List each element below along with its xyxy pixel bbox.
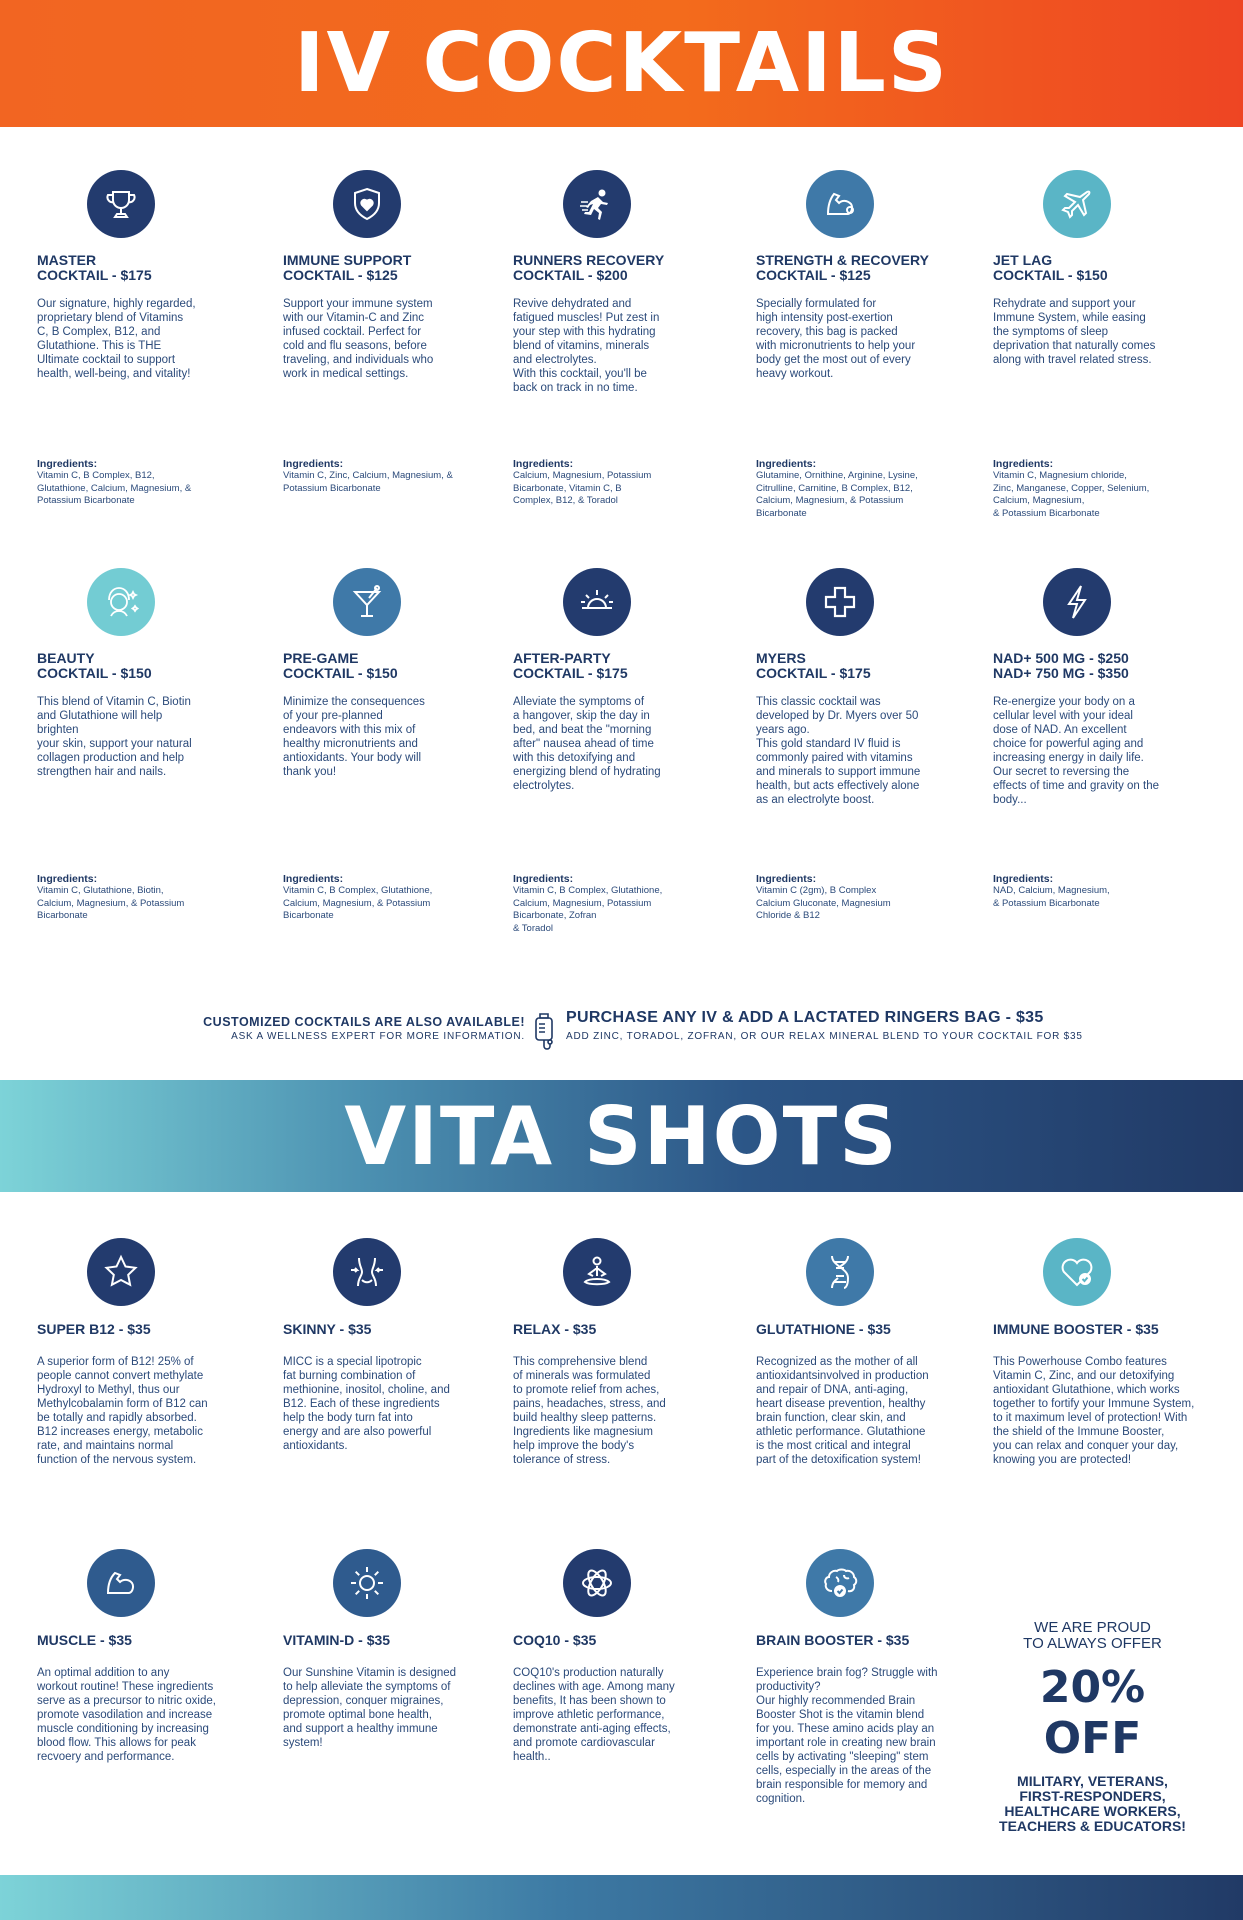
- ingredients-after-party: [513, 873, 728, 935]
- ingredients-label: Ingredients:: [993, 458, 1054, 470]
- ingredients-text: Vitamin C, Glutathione, Biotin, Calcium, Magnesium, & Potassium Bicarbonate: [37, 885, 185, 921]
- cocktail-description: Re-energize your body on a cellular level with your ideal dose of NAD. An excellent choice for powerful aging and increasing energy in daily life. Our secret to reversing the effects of time and gravity on the body...: [993, 696, 1159, 806]
- ingredients-label: Ingredients:: [283, 873, 344, 885]
- cocktail-title: IMMUNE SUPPORT COCKTAIL - $125: [283, 252, 412, 283]
- vita-description: This Powerhouse Combo features Vitamin C, Zinc, and our detoxifying antioxidant Glutathione, which works together to fortify your Immune System, to it maximum level of protection! With the shield of the Immune Booster, you can relax and conquer your day, knowing you are protected!: [993, 1356, 1195, 1466]
- vita-description: MICC is a special lipotropic fat burning combination of methionine, inositol, choline, and B12. Each of these ingredients help the body turn fat into energy and are also powerful antioxidants.: [283, 1356, 450, 1452]
- vita-description: Experience brain fog? Struggle with productivity? Our highly recommended Brain Booster Shot is the vitamin blend for you. These amino acids play an important role in creating new brain cells by activating "sleeping" stem cells, especially in the areas of the brain responsible for memory and cognition.: [756, 1667, 938, 1805]
- brain-icon: [806, 1549, 874, 1617]
- cocktail-title: RUNNERS RECOVERY COCKTAIL - $200: [513, 252, 665, 283]
- ingredients-text: Vitamin C, B Complex, Glutathione, Calcium, Magnesium, Potassium Bicarbonate, Zofran & Toradol: [513, 885, 663, 934]
- cocktail-card-jet-lag: [993, 170, 1208, 367]
- ingredients-label: Ingredients:: [513, 458, 574, 470]
- vita-description: COQ10's production naturally declines with age. Among many benefits, It has been shown to improve athletic performance, demonstrate anti-aging effects, and promote cardiovascular health..: [513, 1667, 675, 1763]
- cocktail-card-pre-game: [283, 568, 498, 779]
- ingredients-text: Vitamin C, B Complex, B12, Glutathione, Calcium, Magnesium, & Potassium Bicarbonate: [37, 470, 192, 506]
- vita-description: This comprehensive blend of minerals was formulated to promote relief from aches, pains, headaches, stress, and build healthy sleep patterns. Ingredients like magnesium help improve the body's tolerance of stress.: [513, 1356, 666, 1466]
- ingredients-text: Vitamin C, Zinc, Calcium, Magnesium, & Potassium Bicarbonate: [283, 470, 453, 494]
- vita-shots-banner: [0, 1080, 1243, 1192]
- martini-icon: [333, 568, 401, 636]
- vita-card-muscle: [37, 1549, 252, 1764]
- ingredients-beauty: [37, 873, 252, 923]
- iv-bag-icon: [530, 1012, 560, 1054]
- ingredients-master: [37, 458, 252, 508]
- vita-title: RELAX - $35: [513, 1321, 597, 1337]
- vita-title: MUSCLE - $35: [37, 1632, 132, 1648]
- cocktail-description: Specially formulated for high intensity post-exertion recovery, this bag is packed with micronutrients to help your body get the most out of every heavy workout.: [756, 298, 916, 380]
- cocktail-card-strength-recovery: [756, 170, 971, 381]
- cocktail-description: Alleviate the symptoms of a hangover, skip the day in bed, and beat the "morning after" nausea ahead of time with this detoxifying and energizing blend of hydrating electrolytes.: [513, 696, 661, 792]
- lactated-ringers-offer: [566, 1009, 1126, 1042]
- ingredients-runners-recovery: [513, 458, 728, 508]
- waist-icon: [333, 1238, 401, 1306]
- offer-discount: 20% OFF: [1039, 1662, 1146, 1764]
- heart-check-icon: [1043, 1238, 1111, 1306]
- discount-offer: [985, 1620, 1200, 1834]
- ingredients-text: Vitamin C (2gm), B Complex Calcium Gluconate, Magnesium Chloride & B12: [756, 885, 891, 921]
- runner-icon: [563, 170, 631, 238]
- vita-card-skinny: [283, 1238, 498, 1453]
- vita-title: GLUTATHIONE - $35: [756, 1321, 891, 1337]
- vita-description: Recognized as the mother of all antioxidantsinvolved in production and repair of DNA, anti-aging, heart disease prevention, healthy brain function, clear skin, and athletic performance. Glutathione is the most critical and integral part of the detoxification system!: [756, 1356, 929, 1466]
- vita-description: A superior form of B12! 25% of people cannot convert methylate Hydroxyl to Methyl, thus our Methylcobalamin form of B12 can be totally and rapidly absorbed. B12 increases energy, metabolic rate, and maintains normal function of the nervous system.: [37, 1356, 208, 1466]
- star-icon: [87, 1238, 155, 1306]
- ingredients-text: Glutamine, Ornithine, Arginine, Lysine, Citrulline, Carnitine, B Complex, B12, Calcium, Magnesium, & Potassium Bicarbonate: [756, 470, 918, 519]
- cocktail-card-master: [37, 170, 252, 381]
- vita-title: SUPER B12 - $35: [37, 1321, 151, 1337]
- muscle-icon: [87, 1549, 155, 1617]
- ingredients-label: Ingredients:: [513, 873, 574, 885]
- vita-card-vitamin-d: [283, 1549, 498, 1750]
- cocktail-description: This classic cocktail was developed by Dr. Myers over 50 years ago. This gold standard IV fluid is commonly paired with vitamins and minerals to support immune health, but acts effectively alone as an electrolyte boost.: [756, 696, 921, 806]
- ingredients-text: NAD, Calcium, Magnesium, & Potassium Bicarbonate: [993, 885, 1110, 909]
- cocktail-card-runners-recovery: [513, 170, 728, 395]
- ingredients-text: Calcium, Magnesium, Potassium Bicarbonate, Vitamin C, B Complex, B12, & Toradol: [513, 470, 652, 506]
- ingredients-label: Ingredients:: [283, 458, 344, 470]
- shield-heart-icon: [333, 170, 401, 238]
- ingredients-label: Ingredients:: [37, 458, 98, 470]
- vita-title: SKINNY - $35: [283, 1321, 372, 1337]
- cocktail-title: JET LAG COCKTAIL - $150: [993, 252, 1108, 283]
- cocktail-description: Revive dehydrated and fatigued muscles! Put zest in your step with this hydrating blend of vitamins, minerals and electrolytes. With this cocktail, you'll be back on track in no time.: [513, 298, 660, 394]
- cocktail-card-myers: [756, 568, 971, 807]
- cocktail-description: Support your immune system with our Vitamin-C and Zinc infused cocktail. Perfect for cold and flu seasons, before traveling, and individuals who work in medical settings.: [283, 298, 434, 380]
- cocktail-card-immune-support: [283, 170, 498, 381]
- sun-icon: [333, 1549, 401, 1617]
- ingredients-myers: [756, 873, 971, 923]
- offer-eligible-groups: MILITARY, VETERANS, FIRST-RESPONDERS, HEALTHCARE WORKERS, TEACHERS & EDUCATORS!: [999, 1773, 1186, 1834]
- cocktail-card-after-party: [513, 568, 728, 793]
- face-sparkle-icon: [87, 568, 155, 636]
- vita-shots-title: VITA SHOTS: [344, 1089, 899, 1183]
- ingredients-nad: [993, 873, 1208, 910]
- molecule-icon: [563, 1549, 631, 1617]
- cocktail-description: Minimize the consequences of your pre-planned endeavors with this mix of healthy micronutrients and antioxidants. Your body will thank you!: [283, 696, 425, 778]
- cocktail-card-nad: [993, 568, 1208, 807]
- iv-cocktails-banner: [0, 0, 1243, 127]
- cocktail-title: PRE-GAME COCKTAIL - $150: [283, 650, 398, 681]
- lightning-icon: [1043, 568, 1111, 636]
- vita-card-glutathione: [756, 1238, 971, 1467]
- customized-title: CUSTOMIZED COCKTAILS ARE ALSO AVAILABLE!: [203, 1015, 525, 1029]
- vita-card-super-b12: [37, 1238, 252, 1467]
- ingredients-strength-recovery: [756, 458, 971, 520]
- ingredients-immune-support: [283, 458, 498, 495]
- vita-title: VITAMIN-D - $35: [283, 1632, 391, 1648]
- cocktail-title: NAD+ 500 MG - $250 NAD+ 750 MG - $350: [993, 650, 1129, 681]
- ingredients-label: Ingredients:: [756, 873, 817, 885]
- meditation-icon: [563, 1238, 631, 1306]
- customized-subtitle: ASK A WELLNESS EXPERT FOR MORE INFORMATION.: [231, 1031, 525, 1042]
- bottom-gradient-bar: [0, 1875, 1243, 1920]
- ingredients-text: Vitamin C, B Complex, Glutathione, Calcium, Magnesium, & Potassium Bicarbonate: [283, 885, 433, 921]
- cocktail-description: Rehydrate and support your Immune System, while easing the symptoms of sleep deprivation that naturally comes along with travel related stress.: [993, 298, 1156, 366]
- cocktail-description: This blend of Vitamin C, Biotin and Glutathione will help brighten your skin, support your natural collagen production and help strengthen hair and nails.: [37, 696, 192, 778]
- purchase-title: PURCHASE ANY IV & ADD A LACTATED RINGERS BAG - $35: [566, 1009, 1044, 1026]
- ingredients-label: Ingredients:: [37, 873, 98, 885]
- cocktail-title: AFTER-PARTY COCKTAIL - $175: [513, 650, 628, 681]
- dna-icon: [806, 1238, 874, 1306]
- vita-description: Our Sunshine Vitamin is designed to help alleviate the symptoms of depression, conquer migraines, promote optimal bone health, and support a healthy immune system!: [283, 1667, 457, 1749]
- vita-card-coq10: [513, 1549, 728, 1764]
- cocktail-title: MYERS COCKTAIL - $175: [756, 650, 871, 681]
- vita-card-relax: [513, 1238, 728, 1467]
- purchase-subtitle: ADD ZINC, TORADOL, ZOFRAN, OR OUR RELAX MINERAL BLEND TO YOUR COCKTAIL FOR $35: [566, 1031, 1083, 1042]
- vita-card-immune-booster: [993, 1238, 1208, 1467]
- iv-cocktails-title: IV COCKTAILS: [294, 16, 949, 111]
- ingredients-jet-lag: [993, 458, 1208, 520]
- cocktail-card-beauty: [37, 568, 252, 779]
- vita-description: An optimal addition to any workout routine! These ingredients serve as a precursor to nitric oxide, promote vasodilation and increase muscle conditioning by increasing blood flow. This allows for peak recvoery and performance.: [37, 1667, 216, 1763]
- cocktail-title: BEAUTY COCKTAIL - $150: [37, 650, 152, 681]
- ingredients-text: Vitamin C, Magnesium chloride, Zinc, Manganese, Copper, Selenium, Calcium, Magnesium, & Potassium Bicarbonate: [993, 470, 1150, 519]
- cocktail-title: STRENGTH & RECOVERY COCKTAIL - $125: [756, 252, 929, 283]
- trophy-icon: [87, 170, 155, 238]
- cocktail-description: Our signature, highly regarded, proprietary blend of Vitamins C, B Complex, B12, and Glutathione. This is THE Ultimate cocktail to support health, well-being, and vitality!: [37, 298, 196, 380]
- vita-title: BRAIN BOOSTER - $35: [756, 1632, 910, 1648]
- vita-title: IMMUNE BOOSTER - $35: [993, 1321, 1159, 1337]
- medical-cross-icon: [806, 568, 874, 636]
- vita-title: COQ10 - $35: [513, 1632, 597, 1648]
- vita-card-brain-booster: [756, 1549, 971, 1806]
- cocktail-title: MASTER COCKTAIL - $175: [37, 252, 152, 283]
- customized-cocktails-note: [150, 1015, 525, 1042]
- airplane-icon: [1043, 170, 1111, 238]
- flexed-arm-icon: [806, 170, 874, 238]
- ingredients-pre-game: [283, 873, 498, 923]
- sunrise-icon: [563, 568, 631, 636]
- ingredients-label: Ingredients:: [756, 458, 817, 470]
- offer-intro: WE ARE PROUD TO ALWAYS OFFER: [1023, 1619, 1162, 1652]
- ingredients-label: Ingredients:: [993, 873, 1054, 885]
